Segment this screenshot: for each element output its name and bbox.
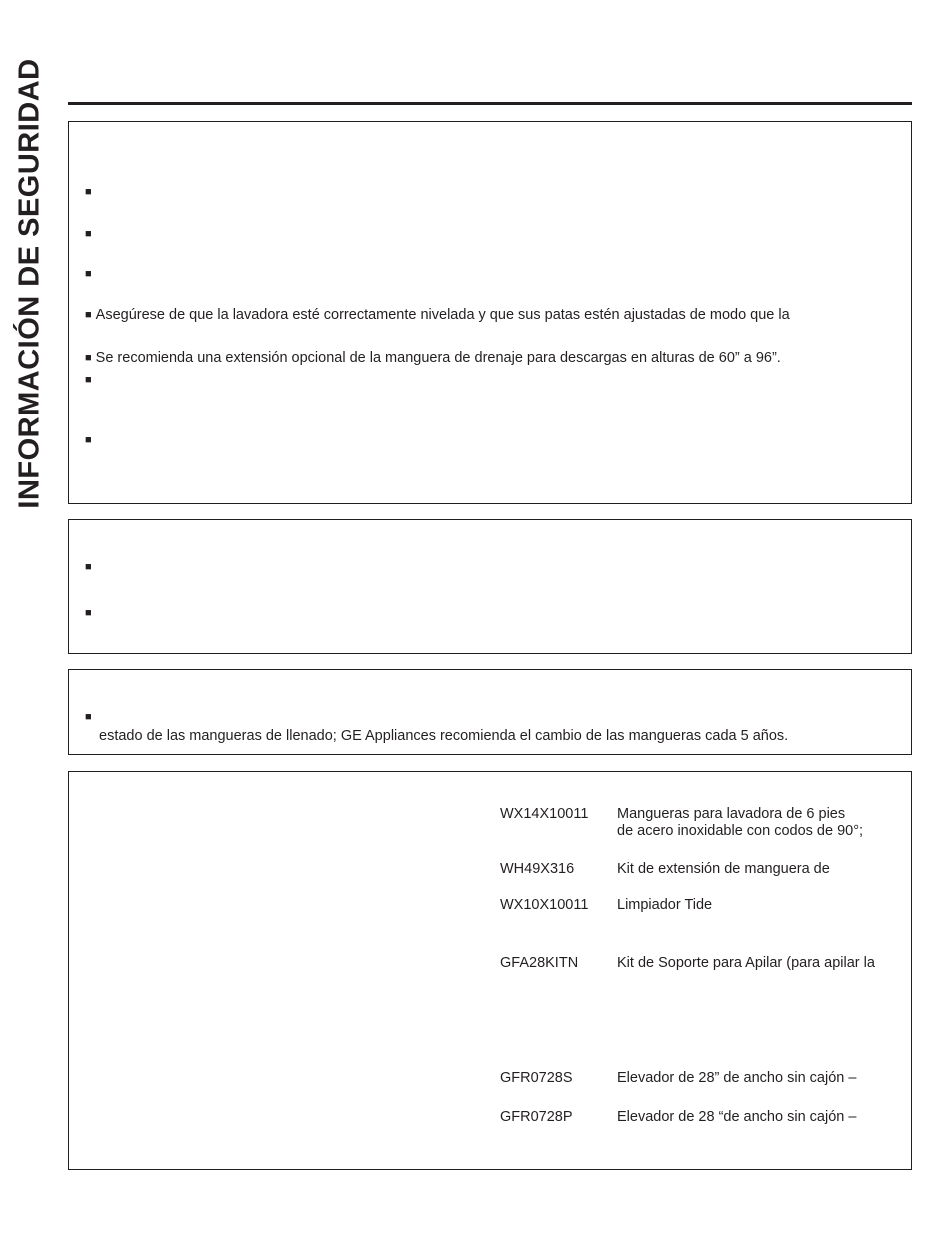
side-section-title bbox=[8, 38, 52, 528]
accessory-description-line: Limpiador Tide bbox=[617, 897, 713, 913]
accessory-description bbox=[617, 897, 712, 914]
accessory-part-number: WX10X10011 bbox=[500, 897, 589, 913]
header-rule bbox=[68, 102, 912, 105]
bullet-marker: ■ bbox=[85, 228, 92, 240]
bullet-marker: ■ bbox=[85, 607, 92, 619]
safety-box-secondary bbox=[68, 519, 912, 654]
bullet-marker: ■ bbox=[85, 309, 92, 321]
accessory-description-line: de acero inoxidable con codos de 90°; bbox=[617, 823, 864, 840]
accessory-description-line: Mangueras para lavadora de 6 pies bbox=[617, 806, 846, 822]
accessory-part-number: GFR0728S bbox=[500, 1070, 573, 1086]
accessory-description bbox=[617, 955, 875, 972]
accessory-description-line: Kit de extensión de manguera de bbox=[617, 861, 830, 877]
safety-box-installation bbox=[68, 121, 912, 504]
bullet-marker: ■ bbox=[85, 561, 92, 573]
bullet-marker: ■ bbox=[85, 711, 92, 723]
bullet-marker: ■ bbox=[85, 374, 92, 386]
bullet-marker: ■ bbox=[85, 434, 92, 446]
accessory-part-number: WH49X316 bbox=[500, 861, 575, 877]
bullet-text-leveling bbox=[85, 307, 790, 324]
hoses-text: estado de las mangueras de llenado; GE Appliances recomienda el cambio de las mangueras cada 5 años. bbox=[99, 728, 789, 744]
bullet-marker: ■ bbox=[85, 352, 92, 364]
bullet-text-drain-extension bbox=[85, 350, 781, 367]
accessory-description bbox=[617, 806, 863, 841]
accessory-description-line: Elevador de 28” de ancho sin cajón – bbox=[617, 1070, 857, 1086]
safety-box-hoses bbox=[68, 669, 912, 755]
side-section-title-text: INFORMACIÓN DE SEGURIDAD bbox=[13, 57, 46, 509]
accessory-part-number: GFA28KITN bbox=[500, 955, 579, 971]
accessories-box bbox=[68, 771, 912, 1170]
bullet-marker: ■ bbox=[85, 268, 92, 280]
bullet-marker: ■ bbox=[85, 186, 92, 198]
accessory-part-number: WX14X10011 bbox=[500, 806, 589, 822]
accessory-part-number: GFR0728P bbox=[500, 1109, 573, 1125]
accessory-description-line: Kit de Soporte para Apilar (para apilar la bbox=[617, 955, 875, 971]
accessory-description-line: Elevador de 28 “de ancho sin cajón – bbox=[617, 1109, 857, 1125]
accessory-description bbox=[617, 1070, 856, 1087]
accessory-description bbox=[617, 861, 830, 878]
accessory-description bbox=[617, 1109, 856, 1126]
drain-extension-text: Se recomienda una extensión opcional de la manguera de drenaje para descargas en alturas de 60” a 96”. bbox=[95, 350, 781, 366]
leveling-text: Asegúrese de que la lavadora esté correctamente nivelada y que sus patas estén ajustadas de modo que la bbox=[95, 307, 790, 323]
